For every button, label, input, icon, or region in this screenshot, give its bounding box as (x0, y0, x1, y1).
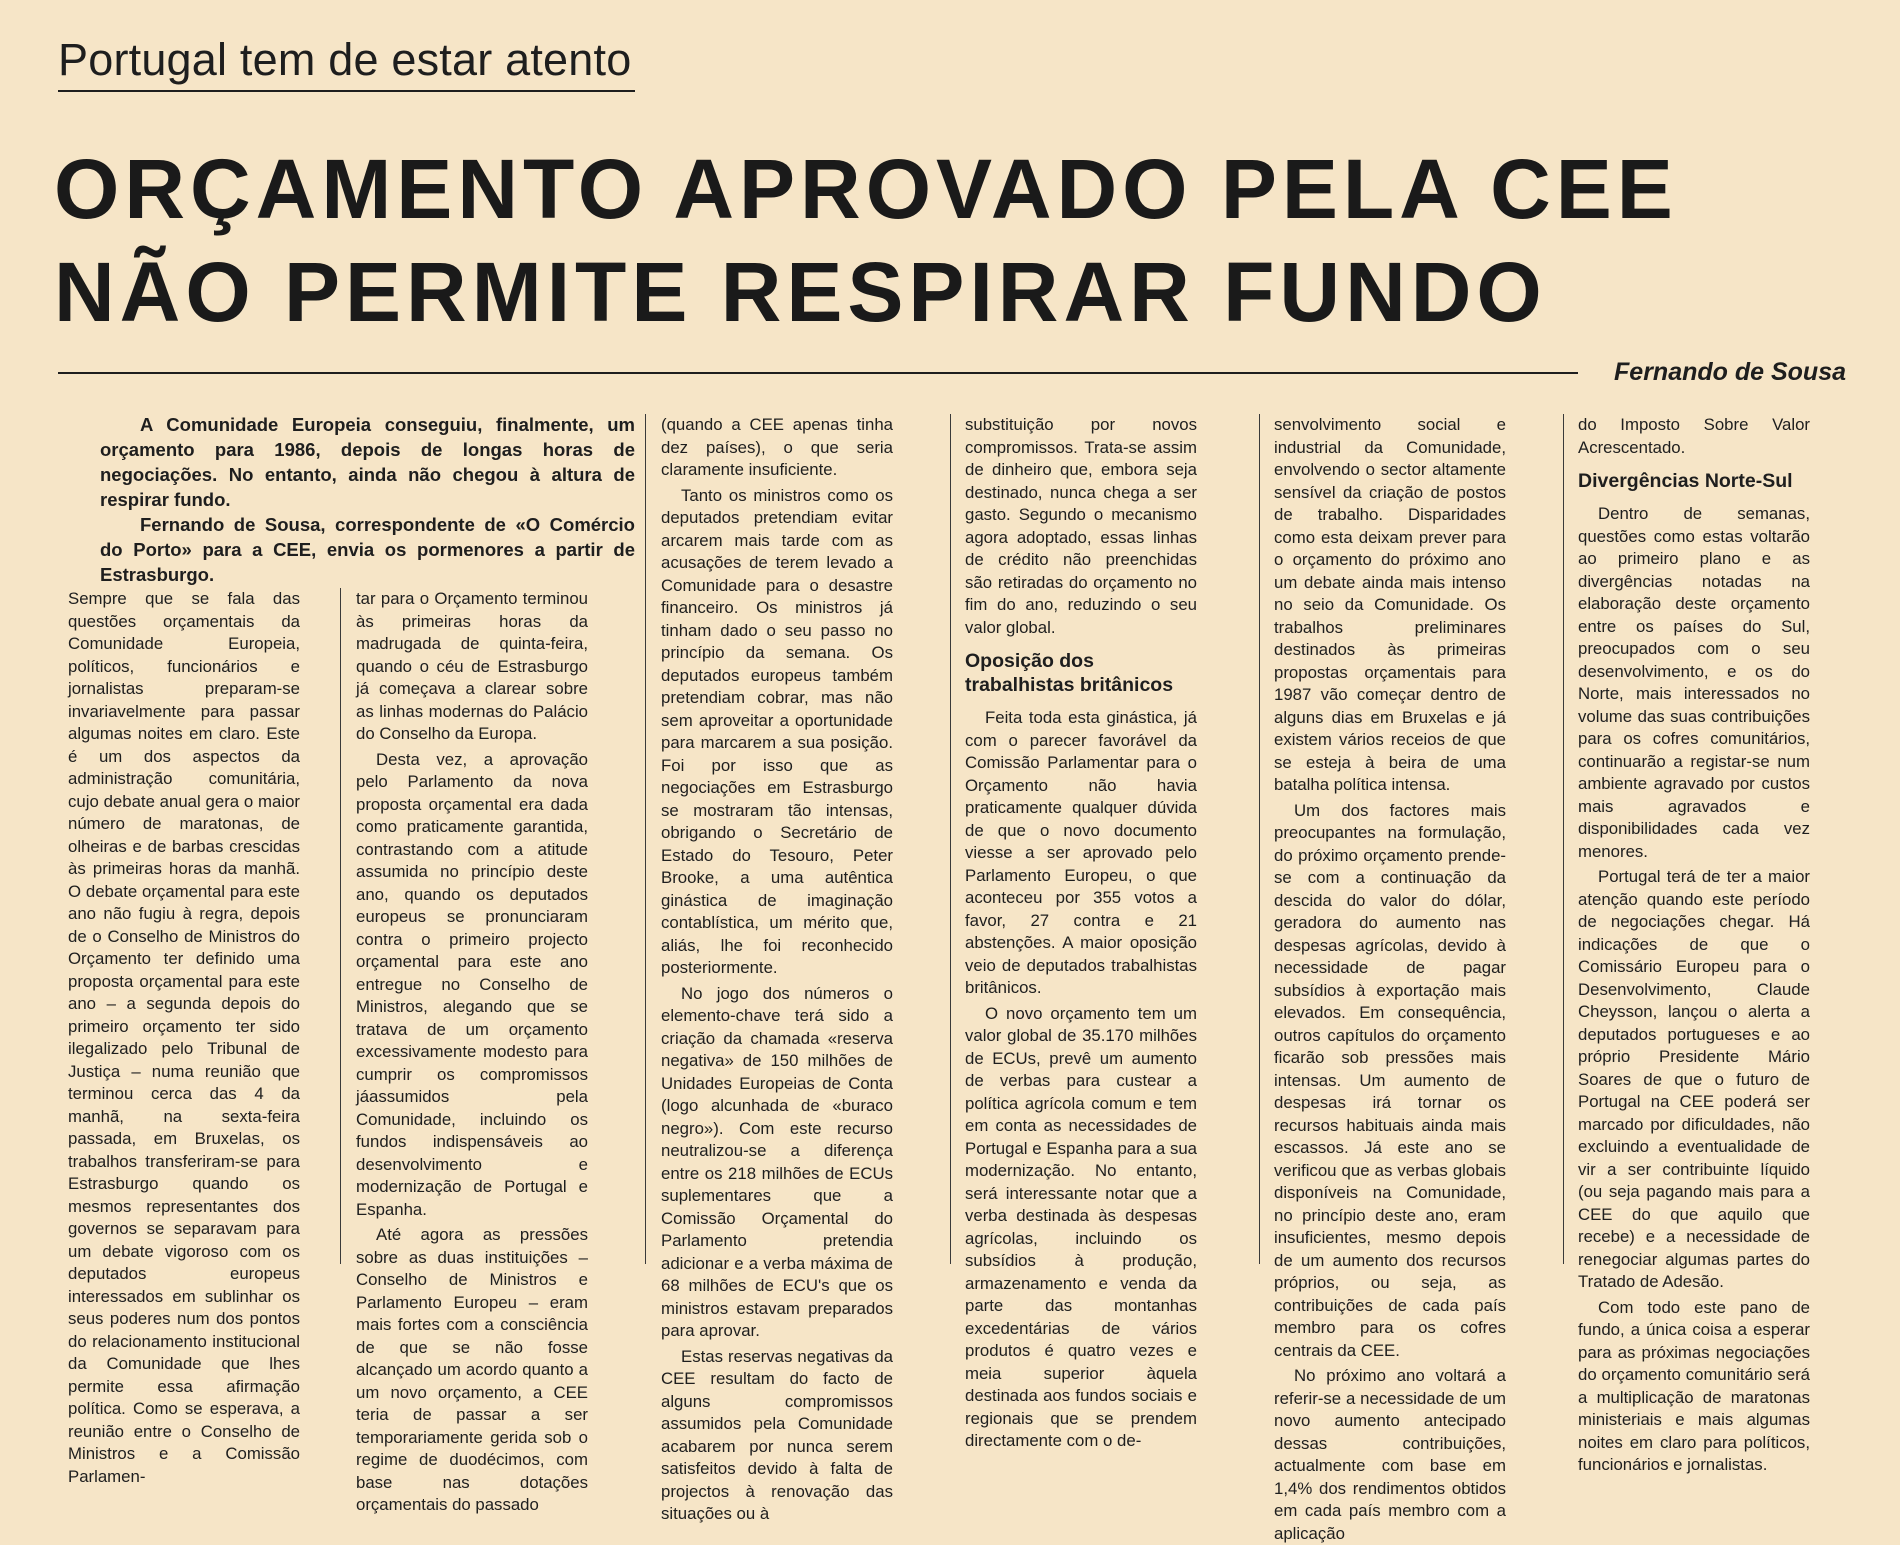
paragraph: Estas reservas negativas da CEE resultam do facto de alguns compromissos assumidos pela Comunidade acabarem por nunca serem satisfeitos devido à falta de projectos à renovação das situações ou à (661, 1346, 893, 1523)
paragraph: No próximo ano voltará a referir-se a necessidade de um novo aumento antecipado dessas contribuições, actualmente com base em 1,4% dos rendimentos obtidos em cada país membro com a aplicação (1274, 1366, 1506, 1543)
paragraph: tar para o Orçamento terminou às primeiras horas da madrugada de quinta-feira, quando o céu de Estrasburgo já começava a clarear sobre as linhas modernas do Palácio do Conselho da Europa. (356, 589, 588, 743)
kicker-heading: Portugal tem de estar atento (58, 30, 635, 92)
paragraph: No jogo dos números o elemento-chave terá sido a criação da chamada «reserva negativa» de 150 milhões de Unidades Europeias de Conta (logo alcunhada de «buraco negro»). Com este recurso neutralizou-se a diferença entre os 218 milhões de ECUs suplementares que a Comissão Orçamental do Parlamento pretendia adicionar e a verba máxima de 68 milhões de ECU's que os ministros estavam preparados para aprovar. (661, 983, 893, 1340)
byline: Fernando de Sousa (1614, 358, 1846, 386)
paragraph: (quando a CEE apenas tinha dez países), o que seria claramente insuficiente. (661, 415, 893, 479)
article-column-1 (68, 588, 300, 1486)
article-column-5 (1274, 414, 1506, 1543)
column-divider (645, 414, 646, 1264)
paragraph: senvolvimento social e industrial da Comunidade, envolvendo o sector altamente sensível da criação de postos de trabalho. Disparidades como esta deixam prever para o orçamento do próximo ano um debate ainda mais intenso no seio da Comunidade. Os trabalhos preliminares destinados às primeiras propostas orçamentais para 1987 vão começar dentro de alguns dias em Bruxelas e já existem vários receios de que se esteja à beira de uma batalha política intensa. (1274, 415, 1506, 794)
column-divider (340, 588, 341, 1264)
lead-text-1: A Comunidade Europeia conseguiu, finalmente, um orçamento para 1986, depois de longas horas de negociações. No entanto, ainda não chegou à altura de respirar fundo. (100, 414, 635, 510)
paragraph: Tanto os ministros como os deputados pretendiam evitar arcarem mais tarde com as acusações de terem levado a Comunidade para o desastre financeiro. Os ministros já tinham dado o seu passo no princípio da semana. Os deputados europeus também pretendiam cobrar, mas não sem aproveitar a oportunidade para marcarem a sua posição. Foi por isso que as negociações em Estrasburgo se mostraram tão intensas, obrigando o Secretário de Estado do Tesouro, Peter Brooke, a uma autêntica ginástica de imaginação contablística, um mérito que, aliás, lhe foi reconhecido posteriormente. (661, 485, 893, 977)
paragraph: Dentro de semanas, questões como estas voltarão ao primeiro plano e as divergências notadas na elaboração deste orçamento entre os países do Sul, preocupados com o seu desenvolvimento, e os do Norte, mais interessados no volume das suas contribuições para os cofres comunitários, continuarão a registar-se num ambiente agravado por custos mais agravados e disponibilidades cada vez menores. (1578, 504, 1810, 861)
article-column-2 (356, 588, 588, 1514)
column-divider (1259, 414, 1260, 1264)
paragraph: O novo orçamento tem um valor global de 35.170 milhões de ECUs, prevê um aumento de verbas para custear a política agrícola comum e tem em conta as necessidades de Portugal e Espanha para a sua modernização. No entanto, será interessante notar que a verba destinada às despesas agrícolas, incluindo os subsídios à produção, armazenamento e venda da parte das montanhas excedentárias de vários produtos é quatro vezes e meia superior àquela destinada aos fundos sociais e regionais que se prendem directamente com o de- (965, 1003, 1197, 1450)
paragraph: Até agora as pressões sobre as duas instituições – Conselho de Ministros e Parlamento Europeu – eram mais fortes com a consciência de que se não fosse alcançado um acordo quanto a um novo orçamento, a CEE teria de passar a ser temporariamente gerida sob o regime de duodécimos, com base nas dotações orçamentais do passado (356, 1225, 588, 1514)
article-column-6 (1578, 414, 1810, 1474)
paragraph: Com todo este pano de fundo, a única coisa a esperar para as próximas negociações do orçamento comunitário será a multiplicação de maratonas ministeriais e mais algumas noites em claro para políticos, funcionários e jornalistas. (1578, 1297, 1810, 1474)
article-column-4 (965, 414, 1197, 1450)
subheading-divergencias: Divergências Norte-Sul (1578, 470, 1793, 492)
paragraph: Sempre que se fala das questões orçamentais da Comunidade Europeia, políticos, funcionários e jornalistas preparam-se invariavelmente para passar algumas noites em claro. Este é um dos aspectos da administração comunitária, cujo debate anual gera o maior número de maratonas, de olheiras e de barbas crescidas às primeiras horas da manhã. O debate orçamental para este ano não fugiu à regra, depois de o Conselho de Ministros do Orçamento ter definido uma proposta orçamental para este ano – a segunda depois do primeiro orçamento ter sido ilegalizado pelo Tribunal de Justiça – numa reunião que terminou cerca das 4 da manhã, na sexta-feira passada, em Bruxelas, os trabalhos transferiram-se para Estrasburgo quando os mesmos representantes dos governos se separavam para um debate vigoroso com os deputados europeus interessados em sublinhar os seus poderes num dos pontos do relacionamento institucional da Comunidade que lhes permite essa afirmação política. Como se esperava, a reunião entre o Conselho de Ministros e a Comissão Parlamen- (68, 589, 300, 1486)
paragraph: substituição por novos compromissos. Trata-se assim de dinheiro que, embora seja destinado, nunca chega a ser gasto. Segundo o mecanismo agora adoptado, essas linhas de crédito não preenchidas são retiradas do orçamento no fim do ano, reduzindo o seu valor global. (965, 415, 1197, 637)
paragraph: Feita toda esta ginástica, já com o parecer favorável da Comissão Parlamentar para o Orçamento não havia praticamente qualquer dúvida de que o novo documento viesse a ser aprovado pelo Parlamento Europeu, o que aconteceu por 355 votos a favor, 27 contra e 21 abstenções. A maior oposição veio de deputados trabalhistas britânicos. (965, 708, 1197, 997)
lead-text-2: Fernando de Sousa, correspondente de «O Comércio do Porto» para a CEE, envia os pormenores a partir de Estrasburgo. (100, 514, 635, 585)
paragraph: Desta vez, a aprovação pelo Parlamento da nova proposta orçamental era dada como praticamente garantida, contrastando com a atitude assumida no princípio deste ano, quando os deputados europeus se pronunciaram contra o primeiro projecto orçamental para este ano entregue no Conselho de Ministros, alegando que se tratava de um orçamento excessivamente modesto para cumprir os compromissos jáassumidos pela Comunidade, incluindo os fundos indispensáveis ao desenvolvimento e modernização de Portugal e Espanha. (356, 749, 588, 1219)
paragraph: do Imposto Sobre Valor Acrescentado. (1578, 415, 1810, 457)
subheading-oposicao: Oposição dos trabalhistas britânicos (965, 650, 1174, 696)
column-divider (1563, 414, 1564, 1264)
byline-rule (58, 372, 1578, 374)
column-divider (950, 414, 951, 1264)
paragraph: Portugal terá de ter a maior atenção quando este período de negociações chegar. Há indicações de que o Comissário Europeu para o Desenvolvimento, Claude Cheysson, lançou o alerta a deputados portugueses e ao próprio Presidente Mário Soares de que o futuro de Portugal na CEE poderá ser marcado por dificuldades, não excluindo a eventualidade de vir a ser contribuinte líquido (ou seja pagando mais para a CEE do que aquilo que recebe) e a necessidade de renegociar algumas partes do Tratado de Adesão. (1578, 867, 1810, 1291)
article-column-3 (661, 414, 893, 1523)
headline (54, 138, 1864, 344)
headline-line-2: NÃO PERMITE RESPIRAR FUNDO (54, 245, 1547, 339)
lead-paragraph (100, 412, 635, 587)
paragraph: Um dos factores mais preocupantes na formulação, do próximo orçamento prende-se com a continuação da descida do valor do dólar, geradora do aumento nas despesas agrícolas, devido à necessidade de pagar subsídios à exportação mais elevados. Em consequência, outros capítulos do orçamento ficarão sob pressões mais intensas. Um aumento de despesas irá tornar os recursos habituais ainda mais escassos. Já este ano se verificou que as verbas globais disponíveis na Comunidade, no princípio deste ano, eram insuficientes, mesmo depois de um aumento dos recursos próprios, ou seja, as contribuições de cada país membro para os cofres centrais da CEE. (1274, 800, 1506, 1360)
headline-line-1: ORÇAMENTO APROVADO PELA CEE (54, 142, 1678, 236)
